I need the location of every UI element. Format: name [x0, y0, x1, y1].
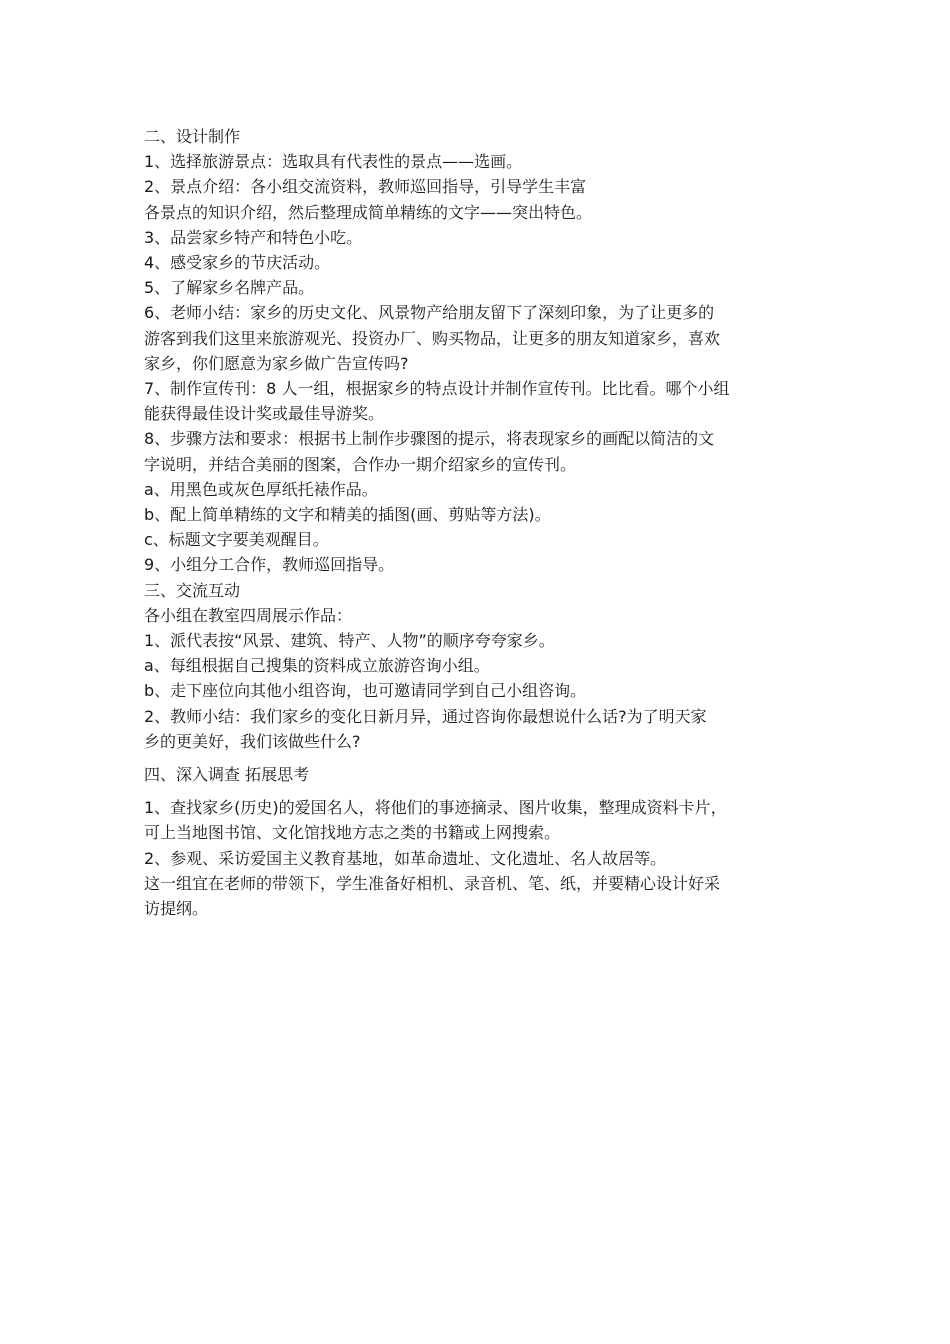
text-line: 能获得最佳设计奖或最佳导游奖。	[144, 404, 385, 424]
text-line: 6、老师小结：家乡的历史文化、风景物产给朋友留下了深刻印象，为了让更多的	[144, 303, 715, 323]
text-line: a、用黑色或灰色厚纸托裱作品。	[144, 479, 378, 499]
text-line: 3、品尝家乡特产和特色小吃。	[144, 227, 363, 247]
text-line: 9、小组分工合作，教师巡回指导。	[144, 555, 395, 575]
text-line: 5、了解家乡名牌产品。	[144, 278, 315, 298]
section-heading-investigation: 四、深入调查 拓展思考	[144, 765, 310, 785]
text-line: 2、景点介绍：各小组交流资料，教师巡回指导，引导学生丰富	[144, 177, 587, 197]
text-line: 1、查找家乡(历史)的爱国名人，将他们的事迹摘录、图片收集，整理成资料卡片，	[144, 798, 727, 818]
document-body	[144, 124, 814, 921]
text-line: 2、参观、采访爱国主义教育基地，如革命遗址、文化遗址、名人故居等。	[144, 848, 667, 868]
text-line: 访提纲。	[144, 899, 209, 919]
text-line: 各景点的知识介绍，然后整理成简单精练的文字——突出特色。	[144, 202, 593, 222]
text-line: 这一组宜在老师的带领下，学生准备好相机、录音机、笔、纸，并要精心设计好采	[144, 873, 721, 893]
text-line: 2、教师小结：我们家乡的变化日新月异，通过咨询你最想说什么话?为了明天家	[144, 706, 707, 726]
text-line: 家乡，你们愿意为家乡做广告宣传吗?	[144, 353, 409, 373]
text-line: 8、步骤方法和要求：根据书上制作步骤图的提示，将表现家乡的画配以简洁的文	[144, 429, 715, 449]
text-line: 7、制作宣传刊：8 人一组，根据家乡的特点设计并制作宣传刊。比比看。哪个小组	[144, 379, 730, 399]
text-line: 可上当地图书馆、文化馆找地方志之类的书籍或上网搜索。	[144, 823, 561, 843]
text-line: 各小组在教室四周展示作品：	[144, 605, 353, 625]
section-heading-design: 二、设计制作	[144, 127, 241, 146]
text-line: 乡的更美好，我们该做些什么?	[144, 731, 361, 751]
text-line: a、每组根据自己搜集的资料成立旅游咨询小组。	[144, 656, 490, 676]
text-line: 1、选择旅游景点：选取具有代表性的景点——选画。	[144, 152, 523, 172]
text-line: 字说明，并结合美丽的图案，合作办一期介绍家乡的宣传刊。	[144, 454, 577, 474]
text-line: 游客到我们这里来旅游观光、投资办厂、购买物品，让更多的朋友知道家乡，喜欢	[144, 328, 721, 348]
text-line: c、标题文字要美观醒目。	[144, 530, 329, 550]
text-line: b、走下座位向其他小组咨询，也可邀请同学到自己小组咨询。	[144, 681, 587, 701]
text-line: 4、感受家乡的节庆活动。	[144, 253, 331, 273]
text-line: 1、派代表按“风景、建筑、特产、人物”的顺序夸夸家乡。	[144, 631, 555, 651]
section-heading-exchange: 三、交流互动	[144, 580, 241, 600]
text-line: b、配上简单精练的文字和精美的插图(画、剪贴等方法)。	[144, 505, 551, 525]
